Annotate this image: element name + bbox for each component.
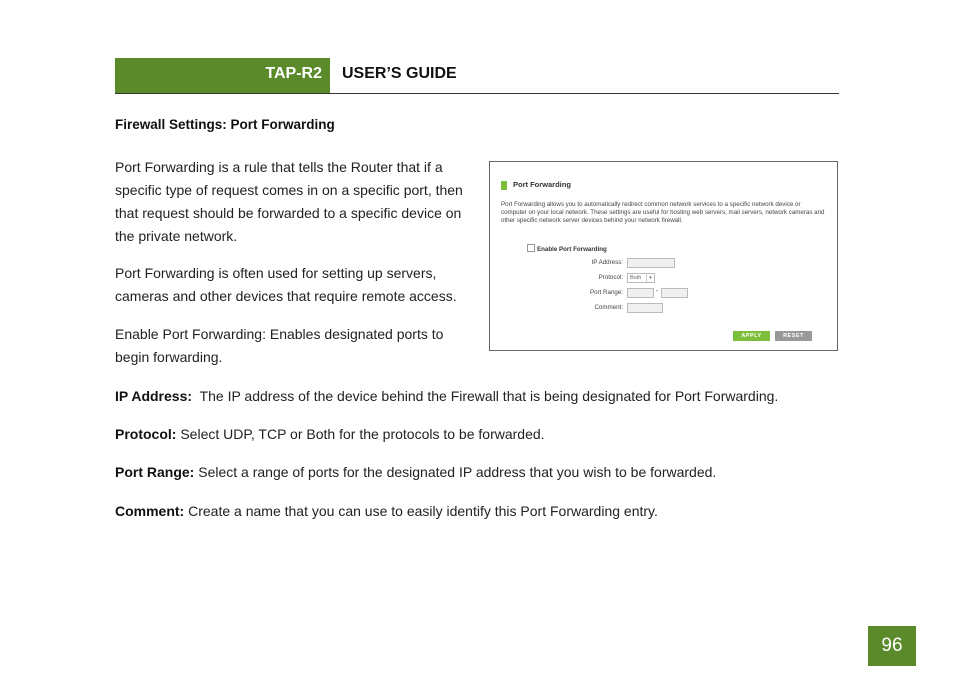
panel-description: Port Forwarding allows you to automatically redirect common network services to a specific network device or computer on your local network. These settings are useful for hosting web servers, mail servers, network cameras and other specific network server devices behind your network firewall. — [501, 201, 825, 224]
ip-label: IP Address: — [591, 259, 623, 266]
definition-ip-address — [115, 386, 778, 406]
header-divider — [115, 93, 839, 94]
heading-marker-icon — [501, 181, 507, 190]
apply-button[interactable]: APPLY — [733, 331, 770, 341]
enable-label: Enable Port Forwarding — [537, 246, 607, 253]
definition-port-range — [115, 462, 716, 482]
enable-paragraph: Enable Port Forwarding: Enables designated ports to begin forwarding. — [115, 326, 444, 365]
desc-port-range: Select a range of ports for the designated IP address that you wish to be forwarded. — [194, 464, 717, 480]
port-end-input[interactable] — [661, 288, 688, 298]
term-ip-address: IP Address: — [115, 388, 193, 404]
desc-ip-address: The IP address of the device behind the Firewall that is being designated for Port Forwarding. — [192, 388, 779, 404]
protocol-label: Protocol: — [598, 274, 623, 281]
protocol-select[interactable] — [627, 273, 655, 283]
enable-checkbox[interactable] — [527, 244, 535, 252]
product-model: TAP-R2 — [265, 65, 322, 82]
reset-button[interactable]: RESET — [775, 331, 812, 341]
intro-paragraph: Port Forwarding is a rule that tells the Router that if a specific type of request comes in on a specific port, then that request should be forwarded to a specific device on the private network. — [115, 159, 463, 244]
header-bar — [115, 58, 330, 93]
comment-label: Comment: — [594, 304, 623, 311]
chevron-down-icon: ▾ — [646, 274, 654, 282]
definition-protocol — [115, 424, 545, 444]
definition-comment — [115, 501, 658, 521]
ip-input[interactable] — [627, 258, 675, 268]
desc-comment: Create a name that you can use to easily identify this Port Forwarding entry. — [184, 503, 658, 519]
enable-port-forwarding[interactable] — [527, 244, 607, 253]
term-port-range: Port Range: — [115, 464, 195, 480]
page-number: 96 — [868, 626, 916, 666]
port-start-input[interactable] — [627, 288, 654, 298]
panel-title: Port Forwarding — [513, 180, 571, 189]
port-forwarding-screenshot — [489, 161, 838, 351]
usage-paragraph: Port Forwarding is often used for setting up servers, cameras and other devices that require remote access. — [115, 265, 457, 304]
term-protocol: Protocol: — [115, 426, 177, 442]
section-title: Firewall Settings: Port Forwarding — [115, 117, 335, 132]
port-range-label: Port Range: — [589, 289, 623, 296]
desc-protocol: Select UDP, TCP or Both for the protocols to be forwarded. — [176, 426, 545, 442]
protocol-value: Both — [630, 275, 642, 281]
port-range-separator: - — [656, 288, 659, 295]
term-comment: Comment: — [115, 503, 185, 519]
guide-title: USER’S GUIDE — [342, 65, 457, 82]
comment-input[interactable] — [627, 303, 663, 313]
